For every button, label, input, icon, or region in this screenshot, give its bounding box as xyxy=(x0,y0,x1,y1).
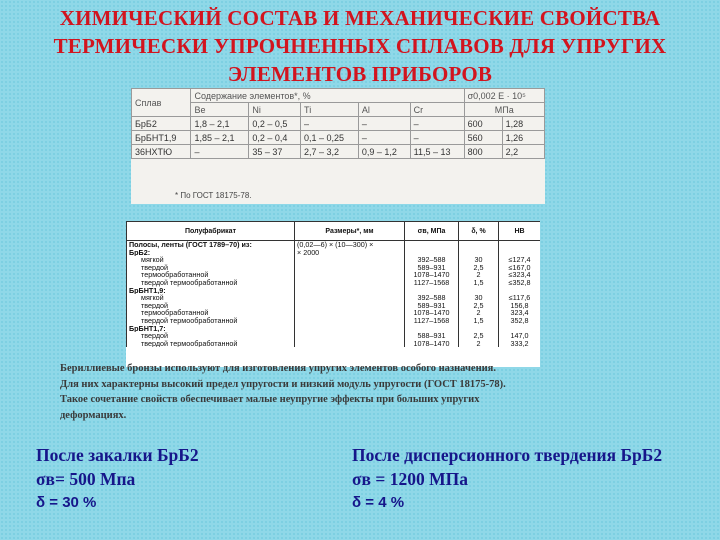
cell: 333,2 xyxy=(499,340,541,348)
cell: ≤127,4 xyxy=(499,256,541,264)
cell: твердой xyxy=(127,264,295,272)
aged-sigma: σв = 1200 МПа xyxy=(352,469,468,489)
cell: 600 xyxy=(464,117,502,131)
cell xyxy=(295,271,405,279)
cell: 1078–1470 xyxy=(405,271,459,279)
cell xyxy=(295,279,405,287)
cell: 30 xyxy=(459,256,499,264)
aged-heading: После дисперсионного твердения БрБ2 xyxy=(352,445,663,465)
paragraph-line: деформациях. xyxy=(60,409,127,421)
quenched-heading: После закалки БрБ2 xyxy=(36,445,199,465)
description-paragraph xyxy=(60,361,670,423)
cell: 392–588 xyxy=(405,294,459,302)
header-strength: σв, МПа xyxy=(405,222,459,241)
header-elongation: δ, % xyxy=(459,222,499,241)
cell xyxy=(295,294,405,302)
cell xyxy=(295,309,405,317)
cell: 2 xyxy=(459,309,499,317)
cell: 560 xyxy=(464,131,502,145)
table-row xyxy=(127,249,541,257)
cell: ≤352,8 xyxy=(499,279,541,287)
cell: БрБ2: xyxy=(127,249,295,257)
paragraph-line: Для них характерны высокий предел упругости и низкий модуль упругости (ГОСТ 18175-78). xyxy=(60,378,506,390)
cell: 588–931 xyxy=(405,332,459,340)
cell: 0,2 – 0,5 xyxy=(249,117,301,131)
table-footnote: * По ГОСТ 18175-78. xyxy=(175,191,252,200)
cell: 1,28 xyxy=(502,117,544,131)
cell: ≤323,4 xyxy=(499,271,541,279)
header-element: Be xyxy=(191,103,249,117)
cell: 156,8 xyxy=(499,302,541,310)
cell xyxy=(405,325,459,333)
cell: твердой термообработанной xyxy=(127,317,295,325)
paragraph-line: Такое сочетание свойств обеспечивает малые неупругие эффекты при больших упругих xyxy=(60,394,480,405)
cell: (0,02—6) × (10—300) × xyxy=(295,241,405,249)
table-row xyxy=(127,309,541,317)
cell: 1078–1470 xyxy=(405,309,459,317)
header-composition: Содержание элементов*, % xyxy=(191,89,464,103)
table-row xyxy=(127,287,541,295)
cell: 1,26 xyxy=(502,131,544,145)
header-alloy: Сплав xyxy=(132,89,191,117)
cell xyxy=(459,287,499,295)
cell xyxy=(459,325,499,333)
cell: 0,1 – 0,25 xyxy=(301,131,359,145)
cell: 589–931 xyxy=(405,264,459,272)
slide-title xyxy=(0,4,720,88)
cell: 2 xyxy=(459,271,499,279)
title-line-2: ТЕРМИЧЕСКИ УПРОЧНЕННЫХ СПЛАВОВ ДЛЯ УПРУГИХ xyxy=(53,34,667,58)
cell: – xyxy=(410,117,464,131)
cell: термообработанной xyxy=(127,309,295,317)
cell: 2,7 – 3,2 xyxy=(301,145,359,159)
cell: – xyxy=(358,117,410,131)
header-element: Al xyxy=(358,103,410,117)
table-row xyxy=(127,332,541,340)
cell: – xyxy=(358,131,410,145)
cell: твердой xyxy=(127,302,295,310)
cell: – xyxy=(410,131,464,145)
table-row xyxy=(127,256,541,264)
cell: БрБ2 xyxy=(132,117,191,131)
cell xyxy=(499,325,541,333)
cell: 36НХТЮ xyxy=(132,145,191,159)
cell: БрБНТ1,9 xyxy=(132,131,191,145)
table-row xyxy=(132,117,545,131)
cell: 0,9 – 1,2 xyxy=(358,145,410,159)
table-row xyxy=(127,279,541,287)
table-row xyxy=(127,317,541,325)
cell: 1,5 xyxy=(459,279,499,287)
cell: мягкой xyxy=(127,294,295,302)
header-hardness: HB xyxy=(499,222,541,241)
paragraph-line: Бериллиевые бронзы используют для изготовления упругих элементов особого назначения. xyxy=(60,363,496,374)
quenched-properties xyxy=(36,443,199,515)
cell: 2,2 xyxy=(502,145,544,159)
aged-delta: δ = 4 % xyxy=(352,494,405,511)
cell: твердой термообработанной xyxy=(127,340,295,348)
quenched-delta: δ = 30 % xyxy=(36,494,97,511)
cell xyxy=(499,249,541,257)
cell xyxy=(405,241,459,249)
cell xyxy=(295,256,405,264)
cell xyxy=(295,264,405,272)
cell: 2,5 xyxy=(459,302,499,310)
cell xyxy=(405,287,459,295)
header-dimensions: Размеры*, мм xyxy=(295,222,405,241)
cell xyxy=(295,325,405,333)
cell: твердой xyxy=(127,332,295,340)
cell: 30 xyxy=(459,294,499,302)
header-semifinished: Полуфабрикат xyxy=(127,222,295,241)
cell: 1,5 xyxy=(459,317,499,325)
cell: 800 xyxy=(464,145,502,159)
table-row xyxy=(127,264,541,272)
table-row xyxy=(127,325,541,333)
properties-table xyxy=(126,221,540,367)
cell: 323,4 xyxy=(499,309,541,317)
cell: 147,0 xyxy=(499,332,541,340)
cell: БрБНТ1,7: xyxy=(127,325,295,333)
cell: 1127–1568 xyxy=(405,317,459,325)
cell: БрБНТ1,9: xyxy=(127,287,295,295)
aged-properties xyxy=(352,443,662,515)
cell xyxy=(295,317,405,325)
header-unit: МПа xyxy=(464,103,544,117)
cell: 352,8 xyxy=(499,317,541,325)
cell xyxy=(295,302,405,310)
cell: твердой термообработанной xyxy=(127,279,295,287)
cell: 1,85 – 2,1 xyxy=(191,131,249,145)
cell: Полосы, ленты (ГОСТ 1789–70) из: xyxy=(127,241,295,249)
cell: 2,5 xyxy=(459,264,499,272)
cell xyxy=(295,340,405,348)
cell xyxy=(405,249,459,257)
cell: 1127–1568 xyxy=(405,279,459,287)
cell: 1078–1470 xyxy=(405,340,459,348)
cell xyxy=(459,249,499,257)
header-element: Ti xyxy=(301,103,359,117)
cell: 35 – 37 xyxy=(249,145,301,159)
quenched-sigma: σв= 500 Мпа xyxy=(36,469,136,489)
title-line-1: ХИМИЧЕСКИЙ СОСТАВ И МЕХАНИЧЕСКИЕ СВОЙСТВА xyxy=(59,6,661,30)
cell: ≤167,0 xyxy=(499,264,541,272)
cell: ≤117,6 xyxy=(499,294,541,302)
cell: 0,2 – 0,4 xyxy=(249,131,301,145)
cell xyxy=(459,241,499,249)
cell: – xyxy=(191,145,249,159)
header-element: Cr xyxy=(410,103,464,117)
table-row xyxy=(132,145,545,159)
cell xyxy=(499,241,541,249)
cell: термообработанной xyxy=(127,271,295,279)
cell xyxy=(499,287,541,295)
cell xyxy=(295,287,405,295)
cell: – xyxy=(301,117,359,131)
cell xyxy=(295,332,405,340)
table-row xyxy=(127,271,541,279)
table-row xyxy=(132,131,545,145)
cell: × 2000 xyxy=(295,249,405,257)
composition-table xyxy=(131,88,545,204)
table-row xyxy=(127,294,541,302)
table-row xyxy=(127,302,541,310)
cell: 589–931 xyxy=(405,302,459,310)
table-row xyxy=(127,340,541,348)
cell: 11,5 – 13 xyxy=(410,145,464,159)
cell: мягкой xyxy=(127,256,295,264)
table-row xyxy=(127,241,541,249)
cell: 392–588 xyxy=(405,256,459,264)
header-props: σ0,002 E · 10⁵ xyxy=(464,89,544,103)
title-line-3: ЭЛЕМЕНТОВ ПРИБОРОВ xyxy=(227,62,493,86)
header-element: Ni xyxy=(249,103,301,117)
cell: 2,5 xyxy=(459,332,499,340)
cell: 1,8 – 2,1 xyxy=(191,117,249,131)
cell: 2 xyxy=(459,340,499,348)
